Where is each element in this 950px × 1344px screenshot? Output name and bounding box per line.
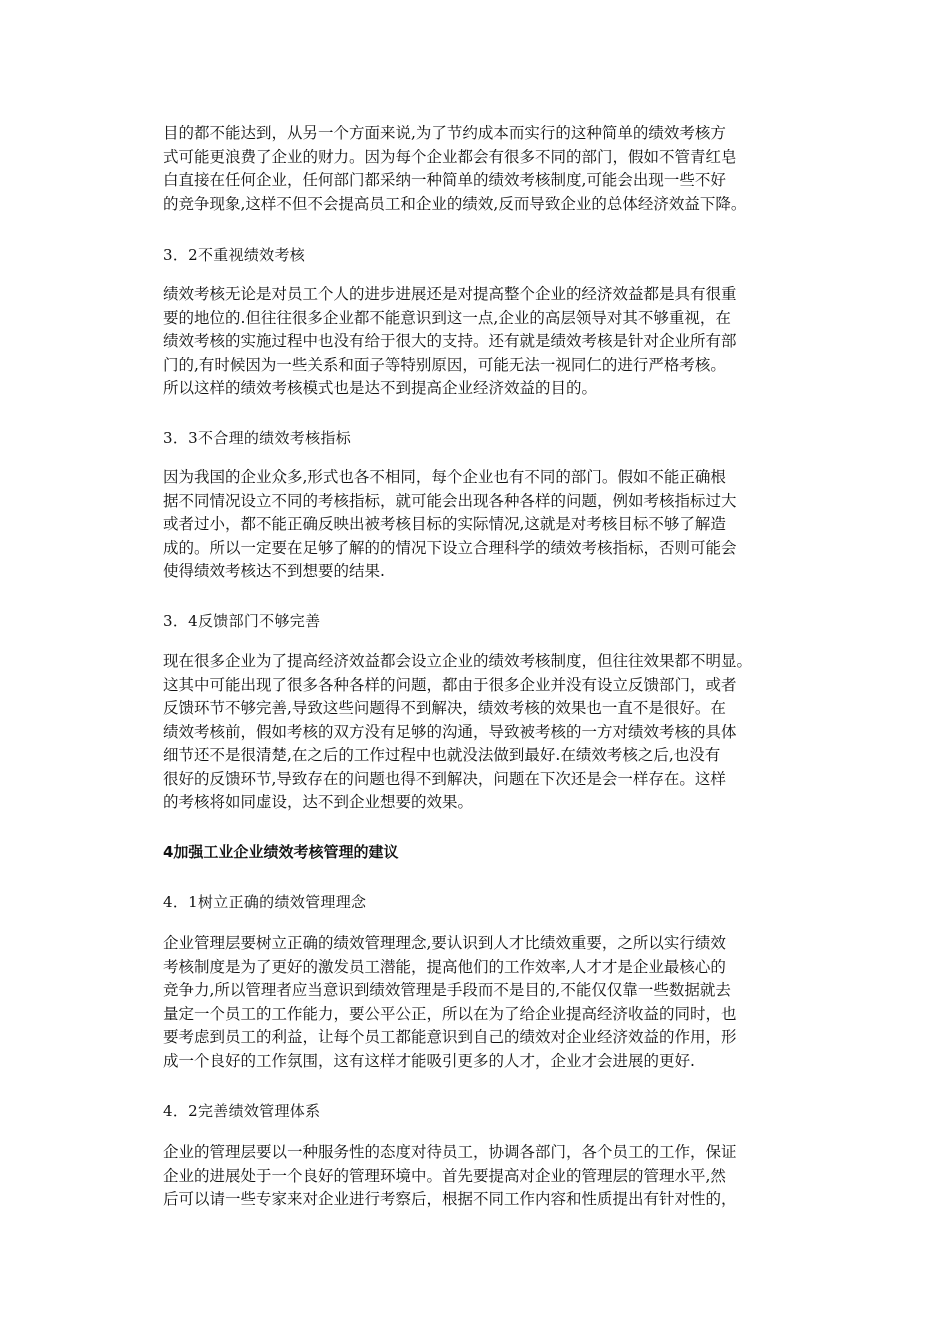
subheading-4-2: 4．2完善绩效管理体系 <box>163 1102 321 1120</box>
text-line: 据不同情况设立不同的考核指标，就可能会出现各种各样的问题，例如考核指标过大 <box>163 491 737 510</box>
text-line: 成的。所以一定要在足够了解的的情况下设立合理科学的绩效考核指标，否则可能会 <box>163 538 737 557</box>
text-line: 细节还不是很清楚,在之后的工作过程中也就没法做到最好.在绩效考核之后,也没有 <box>163 746 721 764</box>
text-line: 企业的进展处于一个良好的管理环境中。首先要提高对企业的管理层的管理水平,然 <box>163 1166 726 1185</box>
text-line: 绩效考核的实施过程中也没有给于很大的支持。还有就是绩效考核是针对企业所有部 <box>163 332 737 350</box>
text-line: 目的都不能达到，从另一个方面来说,为了节约成本而实行的这种简单的绩效考核方 <box>163 124 726 142</box>
text-line: 考核制度是为了更好的激发员工潜能，提高他们的工作效率,人才才是企业最核心的 <box>163 957 726 976</box>
subheading-3-3: 3．3不合理的绩效考核指标 <box>163 429 351 447</box>
paragraph-4-2 <box>163 1141 803 1212</box>
text-line: 现在很多企业为了提高经济效益都会设立企业的绩效考核制度，但往往效果都不明显。 <box>163 652 753 670</box>
text-line: 竞争力,所以管理者应当意识到绩效管理是手段而不是目的,不能仅仅靠一些数据就去 <box>163 981 731 999</box>
paragraph-3-2 <box>163 283 803 401</box>
text-line: 或者过小，都不能正确反映出被考核目标的实际情况,这就是对考核目标不够了解造 <box>163 515 726 533</box>
paragraph-3-4 <box>163 650 803 815</box>
subheading-3-4: 3．4反馈部门不够完善 <box>163 612 321 630</box>
text-line: 企业管理层要树立正确的绩效管理理念,要认识到人才比绩效重要，之所以实行绩效 <box>163 934 726 952</box>
text-line: 很好的反馈环节,导致存在的问题也得不到解决，问题在下次还是会一样存在。这样 <box>163 769 726 788</box>
text-line: 这其中可能出现了很多各种各样的问题，都由于很多企业并没有设立反馈部门，或者 <box>163 675 737 694</box>
text-line: 反馈环节不够完善,导致这些问题得不到解决，绩效考核的效果也一直不是很好。在 <box>163 699 726 717</box>
text-line: 式可能更浪费了企业的财力。因为每个企业都会有很多不同的部门，假如不管青红皂 <box>163 147 737 166</box>
text-line: 因为我国的企业众多,形式也各不相同，每个企业也有不同的部门。假如不能正确根 <box>163 468 726 486</box>
text-line: 的考核将如同虚设，达不到企业想要的效果。 <box>163 793 474 811</box>
text-line: 绩效考核前，假如考核的双方没有足够的沟通，导致被考核的一方对绩效考核的具体 <box>163 722 737 741</box>
paragraph-intro <box>163 122 803 216</box>
subheading-3-2: 3．2不重视绩效考核 <box>163 246 306 264</box>
text-line: 门的,有时候因为一些关系和面子等特别原因，可能无法一视同仁的进行严格考核。 <box>163 355 726 374</box>
text-line: 成一个良好的工作氛围，这有这样才能吸引更多的人才，企业才会进展的更好. <box>163 1051 695 1070</box>
paragraph-4-1 <box>163 932 803 1073</box>
text-line: 量定一个员工的工作能力，要公平公正，所以在为了给企业提高经济收益的同时，也 <box>163 1004 737 1023</box>
paragraph-3-3 <box>163 466 803 584</box>
text-line: 使得绩效考核达不到想要的结果. <box>163 562 385 580</box>
text-line: 的竞争现象,这样不但不会提高员工和企业的绩效,反而导致企业的总体经济效益下降。 <box>163 194 747 213</box>
text-line: 绩效考核无论是对员工个人的进步进展还是对提高整个企业的经济效益都是具有很重 <box>163 285 737 303</box>
subheading-4-1: 4．1树立正确的绩效管理理念 <box>163 893 367 911</box>
text-line: 白直接在任何企业，任何部门都采纳一种简单的绩效考核制度,可能会出现一些不好 <box>163 171 726 189</box>
text-line: 企业的管理层要以一种服务性的态度对待员工，协调各部门，各个员工的工作，保证 <box>163 1143 737 1161</box>
text-line: 要的地位的.但往往很多企业都不能意识到这一点,企业的高层领导对其不够重视，在 <box>163 308 731 327</box>
text-line: 后可以请一些专家来对企业进行考察后，根据不同工作内容和性质提出有针对性的， <box>163 1190 737 1208</box>
text-line: 所以这样的绩效考核模式也是达不到提高企业经济效益的目的。 <box>163 379 598 397</box>
section-title-4: 4加强工业企业绩效考核管理的建议 <box>163 843 399 861</box>
text-line: 要考虑到员工的利益，让每个员工都能意识到自己的绩效对企业经济效益的作用，形 <box>163 1028 737 1046</box>
